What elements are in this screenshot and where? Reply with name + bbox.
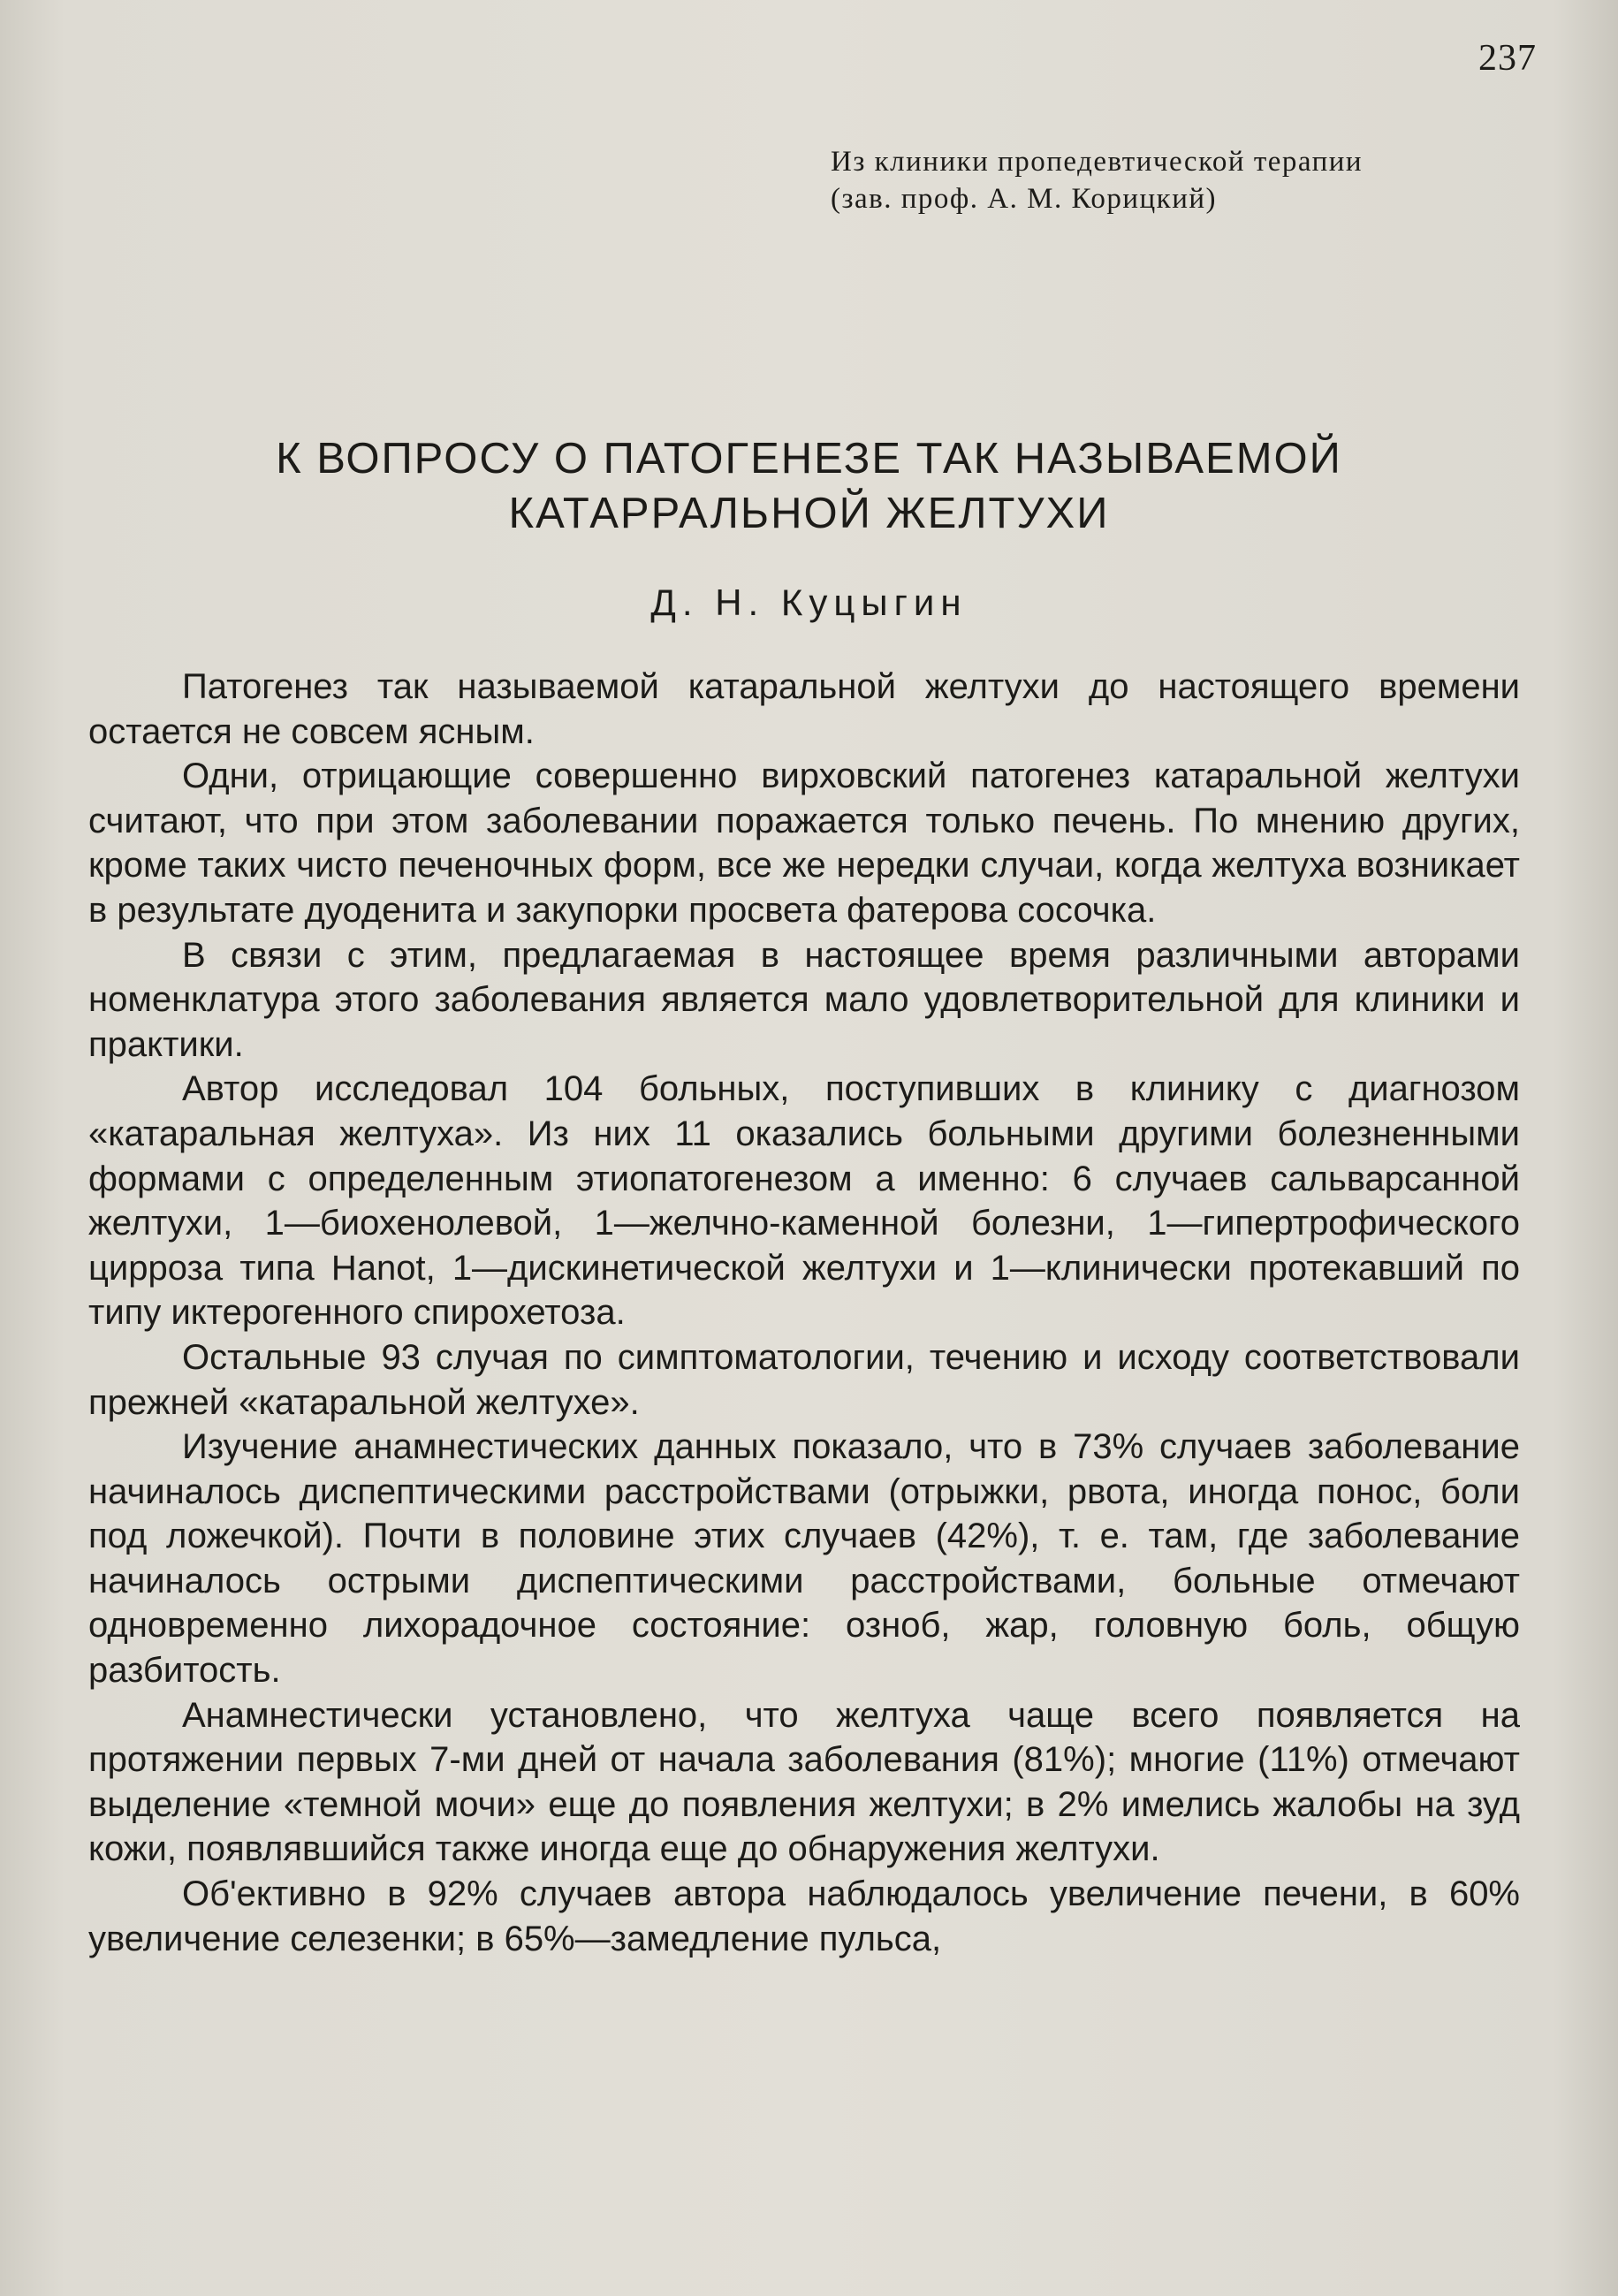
paragraph: Об'ективно в 92% случаев автора наблюдалось увеличение печени, в 60% увеличение селезенки; в 65%—замедление пульса, [88,1874,1520,1958]
affiliation-line: Из клиники пропедевтической терапии [831,146,1364,178]
article-title [88,431,1530,541]
page-number: 237 [1478,38,1537,79]
affiliation-note [831,143,1538,217]
paragraph: Анамнестически установлено, что желтуха чаще всего появляется на протяжении первых 7-ми дней от начала заболевания (81%); многие (11%) отмечают выделение «темной мочи» еще до появления желтухи; в 2% имелись жалобы на зуд кожи, появлявшийся также иногда еще до обнаружения желтухи. [88,1695,1520,1869]
paragraph: В связи с этим, предлагаемая в настоящее время различными авторами номенклатура этого заболевания является мало удовлетворительной для клиники и практики. [88,935,1520,1064]
affiliation-line: (зав. проф. А. М. Корицкий) [831,183,1217,215]
author-name: Д. Н. Куцыгин [650,582,968,623]
paragraph: Патогенез так называемой катаральной желтухи до настоящего времени остается не совсем ясным. [88,667,1520,751]
article-body [88,665,1520,1961]
paragraph: Остальные 93 случая по симптоматологии, течению и исходу соответствовали прежней «катаральной желтухе». [88,1337,1520,1422]
paragraph: Одни, отрицающие совершенно вирховский патогенез катаральной желтухи считают, что при этом заболевании поражается только печень. По мнению других, кроме таких чисто печеночных форм, все же нередки случаи, когда желтуха возникает в результате дуоденита и закупорки просвета фатерова сосочка. [88,756,1520,930]
paragraph: Автор исследовал 104 больных, поступивших в клинику с диагнозом «катаральная желтуха». Из них 11 оказались больными другими болезненными формами с определенным этиопатогенезом а именно: 6 случаев сальварсанной желтухи, 1—биохенолевой, 1—желчно-каменной болезни, 1—гипертрофического цирроза типа Hanot, 1—дискинетической желтухи и 1—клинически протекавший по типу иктерогенного спирохетоза. [88,1069,1520,1333]
title-line: К ВОПРОСУ О ПАТОГЕНЕЗЕ ТАК НАЗЫВАЕМОЙ [276,435,1342,483]
title-line: КАТАРРАЛЬНОЙ ЖЕЛТУХИ [508,490,1110,537]
paragraph: Изучение анамнестических данных показало, что в 73% случаев заболевание начиналось диспептическими расстройствами (отрыжки, рвота, иногда понос, боли под ложечкой). Почти в половине этих случаев (42%), т. е. там, где заболевание начиналось острыми диспептическими расстройствами, больные отмечают одновременно лихорадочное состояние: озноб, жар, головную боль, общую разбитость. [88,1427,1520,1691]
